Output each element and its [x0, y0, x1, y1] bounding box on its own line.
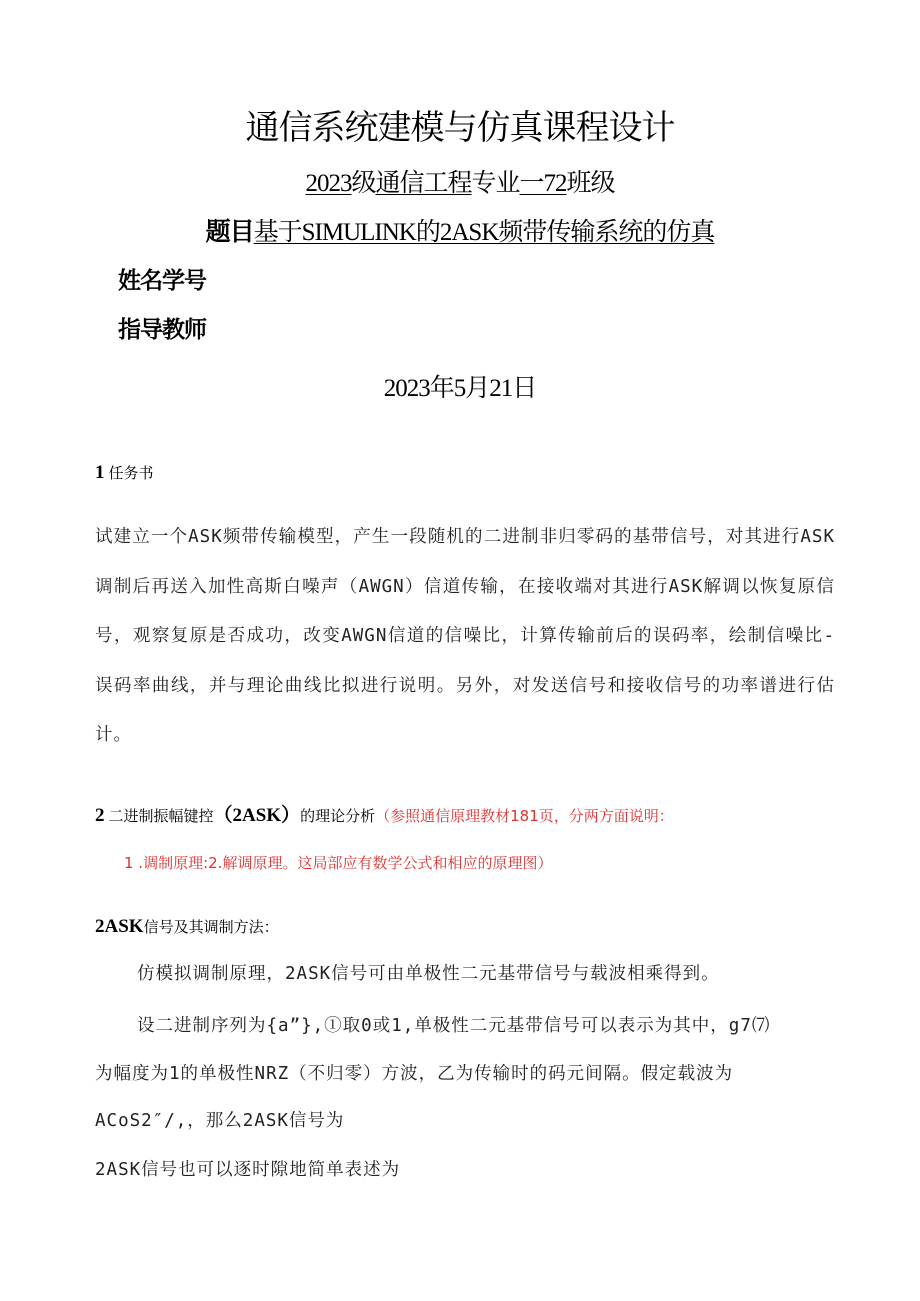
topic-label: 题目: [205, 217, 254, 246]
date: 2023年5月21日: [383, 375, 537, 402]
class-dash: 一: [519, 168, 544, 197]
ask-paragraph-2-line-3: ACoS2″/,，那么2ASK信号为: [95, 1111, 345, 1131]
class-word: 班级: [566, 168, 615, 197]
topic-text: 基于SIMULINK的2ASK频带传输系统的仿真: [253, 219, 715, 246]
ask-paragraph-3: 2ASK信号也可以逐时隙地简单表述为: [95, 1160, 401, 1180]
task-paragraph: 试建立一个ASK频带传输模型，产生一段随机的二进制非归零码的基带信号，对其进行ASK调制后再送入加性高斯白噪声（AWGN）信道传输，在接收端对其进行ASK解调以恢复原信号，观察复原是否成功，改变AWGN信道的信噪比，计算传输前后的误码率，绘制信噪比-误码率曲线，并与理论曲线比拟进行说明。另外，对发送信号和接收信号的功率谱进行估计。: [95, 527, 835, 745]
name-id-label: 姓名学号: [118, 268, 206, 294]
topic-line: [0, 212, 920, 248]
class-major: 通信工程: [375, 168, 472, 197]
ask-paragraph-1: 仿模拟调制原理，2ASK信号可由单极性二元基带信号与载波相乘得到。: [137, 964, 720, 984]
ask-section-heading: [95, 916, 279, 938]
section-2-note: （参照通信原理教材181页，分两方面说明：: [375, 807, 674, 825]
section-1-number: 1: [95, 462, 105, 483]
section-2-title-b: 2ASK: [232, 805, 282, 826]
section-2-title-c: 的理论分析: [300, 807, 376, 825]
advisor-label: 指导教师: [118, 317, 206, 343]
section-2-title-a: 二进制振幅键控: [108, 807, 214, 825]
page-title: 通信系统建模与仿真课程设计: [245, 108, 675, 148]
ask-paragraph-2-line-1: 设二进制序列为{a”},①取0或1,单极性二元基带信号可以表示为其中，g7⑺: [137, 1016, 771, 1036]
section-2-number: 2: [95, 805, 105, 826]
section-2-paren-close: ）: [281, 805, 301, 826]
class-line: [0, 163, 920, 199]
ask-paragraph-2-line-2: 为幅度为1的单极性NRZ（不归零）方波，乙为传输时的码元间隔。假定载波为: [95, 1064, 734, 1084]
class-major-suffix: 专业: [471, 168, 520, 197]
section-2-sub-note: 1 .调制原理:2.解调原理。这局部应有数学公式和相应的原理图）: [124, 854, 553, 872]
section-2-paren-open: （: [213, 805, 233, 826]
section-1-heading: [95, 462, 154, 484]
ask-section-title: 信号及其调制方法：: [143, 918, 279, 936]
ask-section-number: 2ASK: [95, 916, 144, 937]
class-number: 72: [543, 170, 567, 197]
section-2-heading: [95, 800, 674, 827]
class-grade-word: 级: [351, 168, 376, 197]
class-year: 2023: [305, 170, 352, 197]
section-1-title: 任务书: [108, 464, 154, 482]
